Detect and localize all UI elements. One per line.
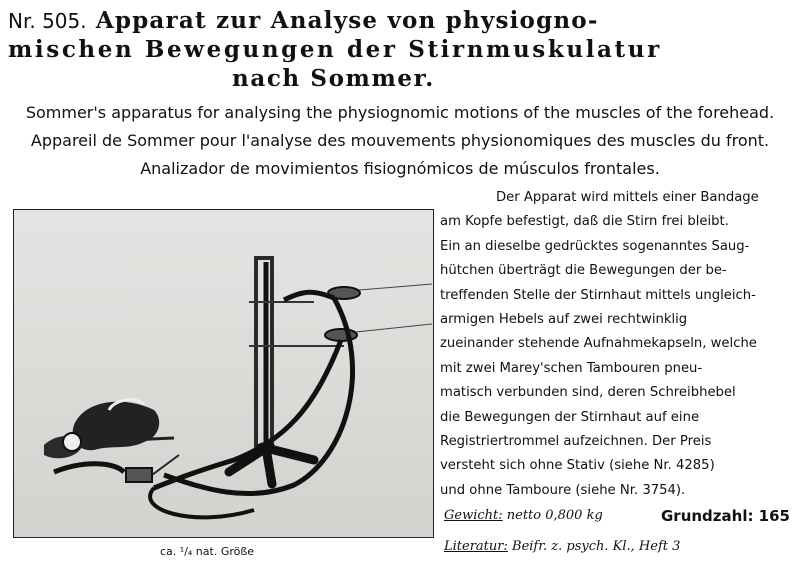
apparatus-illustration: [14, 210, 433, 537]
description-line: hütchen überträgt die Bewegungen der be-: [440, 263, 727, 279]
description-line: Registriertrommel aufzeichnen. Der Preis: [440, 434, 712, 450]
heading-line-1: [8, 8, 599, 34]
grundzahl: Grundzahl: 165: [660, 507, 790, 525]
description-line: matisch verbunden sind, deren Schreibhebel: [440, 385, 736, 401]
description-line: treffenden Stelle der Stirnhaut mittels ungleich-: [440, 287, 756, 303]
literature-row: [444, 539, 680, 554]
description-line: armigen Hebels auf zwei rechtwinklig: [440, 312, 688, 328]
subtitle-english: Sommer's apparatus for analysing the physiognomic motions of the muscles of the forehead.: [25, 103, 775, 122]
description-line: versteht sich ohne Stativ (siehe Nr. 4285): [440, 458, 715, 474]
heading-line-3: nach Sommer.: [232, 65, 435, 92]
description-line: mit zwei Marey'schen Tambouren pneu-: [440, 360, 703, 376]
description-line: zueinander stehende Aufnahmekapseln, welche: [440, 336, 757, 352]
heading-line-2: mischen Bewegungen der Stirnmuskulatur: [8, 36, 662, 63]
weight-value: netto 0,800 kg: [506, 508, 603, 523]
item-number: Nr. 505.: [8, 9, 87, 33]
apparatus-photo: [13, 209, 434, 538]
literature-value: Beifr. z. psych. Kl., Heft 3: [512, 539, 681, 554]
weight-row: [444, 508, 790, 523]
description-line: die Bewegungen der Stirnhaut auf eine: [440, 409, 700, 425]
subtitle-spanish: Analizador de movimientos fisiognómicos de músculos frontales.: [140, 159, 660, 178]
description-line: Ein an dieselbe gedrücktes sogenanntes Saug-: [440, 238, 750, 254]
description-line: Der Apparat wird mittels einer Bandage: [496, 190, 759, 205]
subtitle-french: Appareil de Sommer pour l'analyse des mouvements physionomiques des muscles du front.: [30, 131, 770, 150]
literature-label: Literatur:: [444, 539, 508, 554]
description-line: und ohne Tamboure (siehe Nr. 3754).: [440, 482, 686, 498]
weight-label: Gewicht:: [444, 508, 503, 523]
description: [440, 186, 790, 503]
description-line: am Kopfe befestigt, daß die Stirn frei bleibt.: [440, 214, 729, 230]
heading-text-1: Apparat zur Analyse von physiogno-: [95, 7, 599, 34]
photo-caption: ca. ¹/₄ nat. Größe: [160, 545, 255, 558]
